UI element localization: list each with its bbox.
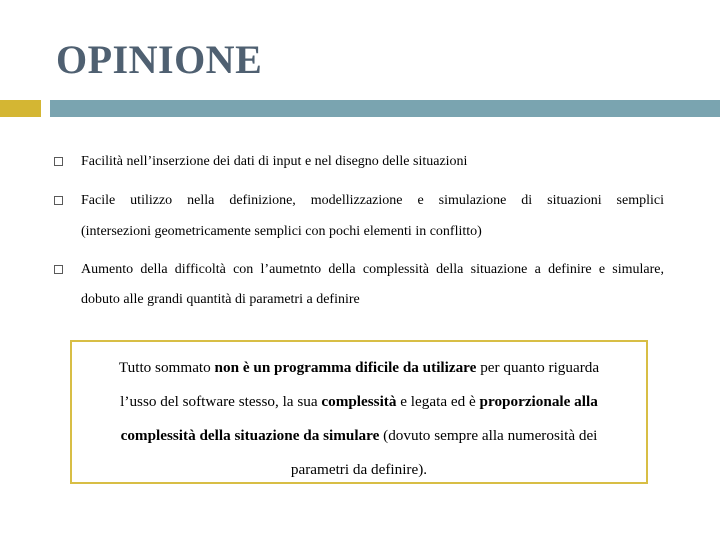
bullet-text-3-line2: dobuto alle grandi quantità di parametri a definire (81, 292, 360, 307)
bullet-text-2-line1: Facile utilizzo nella definizione, modellizzazione e simulazione di situazioni semplici (81, 193, 664, 208)
conclusion-line-4: parametri da definire). (290, 461, 428, 478)
conclusion-text: Tutto sommato (118, 359, 215, 376)
bullet-text-3-line1: Aumento della difficoltà con l’aumetnto della complessità della situazione a definire e simulare, (81, 262, 664, 277)
conclusion-text: (dovuto sempre alla numerosità dei (379, 427, 598, 444)
conclusion-text: per quanto riguarda (476, 359, 600, 376)
conclusion-emphasis: proporzionale alla (479, 393, 598, 410)
bullet-square-icon (54, 157, 63, 166)
conclusion-text: e legata ed è (396, 393, 480, 410)
conclusion-line-2 (72, 393, 646, 411)
conclusion-emphasis: non è un programma dificile da utilizare (214, 359, 477, 376)
conclusion-text: l’usso del software stesso, la sua (120, 393, 322, 410)
conclusion-line-3 (72, 427, 646, 445)
accent-bar-blue (50, 100, 720, 117)
conclusion-line-1 (72, 359, 646, 377)
page-title: OPINIONE (56, 37, 263, 82)
accent-bar-gold (0, 100, 41, 117)
conclusion-emphasis: complessità della situazione da simulare (120, 427, 380, 444)
conclusion-emphasis: complessità (321, 393, 397, 410)
bullet-text-1: Facilità nell’inserzione dei dati di input e nel disegno delle situazioni (81, 154, 468, 169)
bullet-square-icon (54, 196, 63, 205)
conclusion-box (70, 340, 648, 484)
bullet-square-icon (54, 265, 63, 274)
bullet-text-2-line2: (intersezioni geometricamente semplici con pochi elementi in conflitto) (81, 224, 482, 239)
